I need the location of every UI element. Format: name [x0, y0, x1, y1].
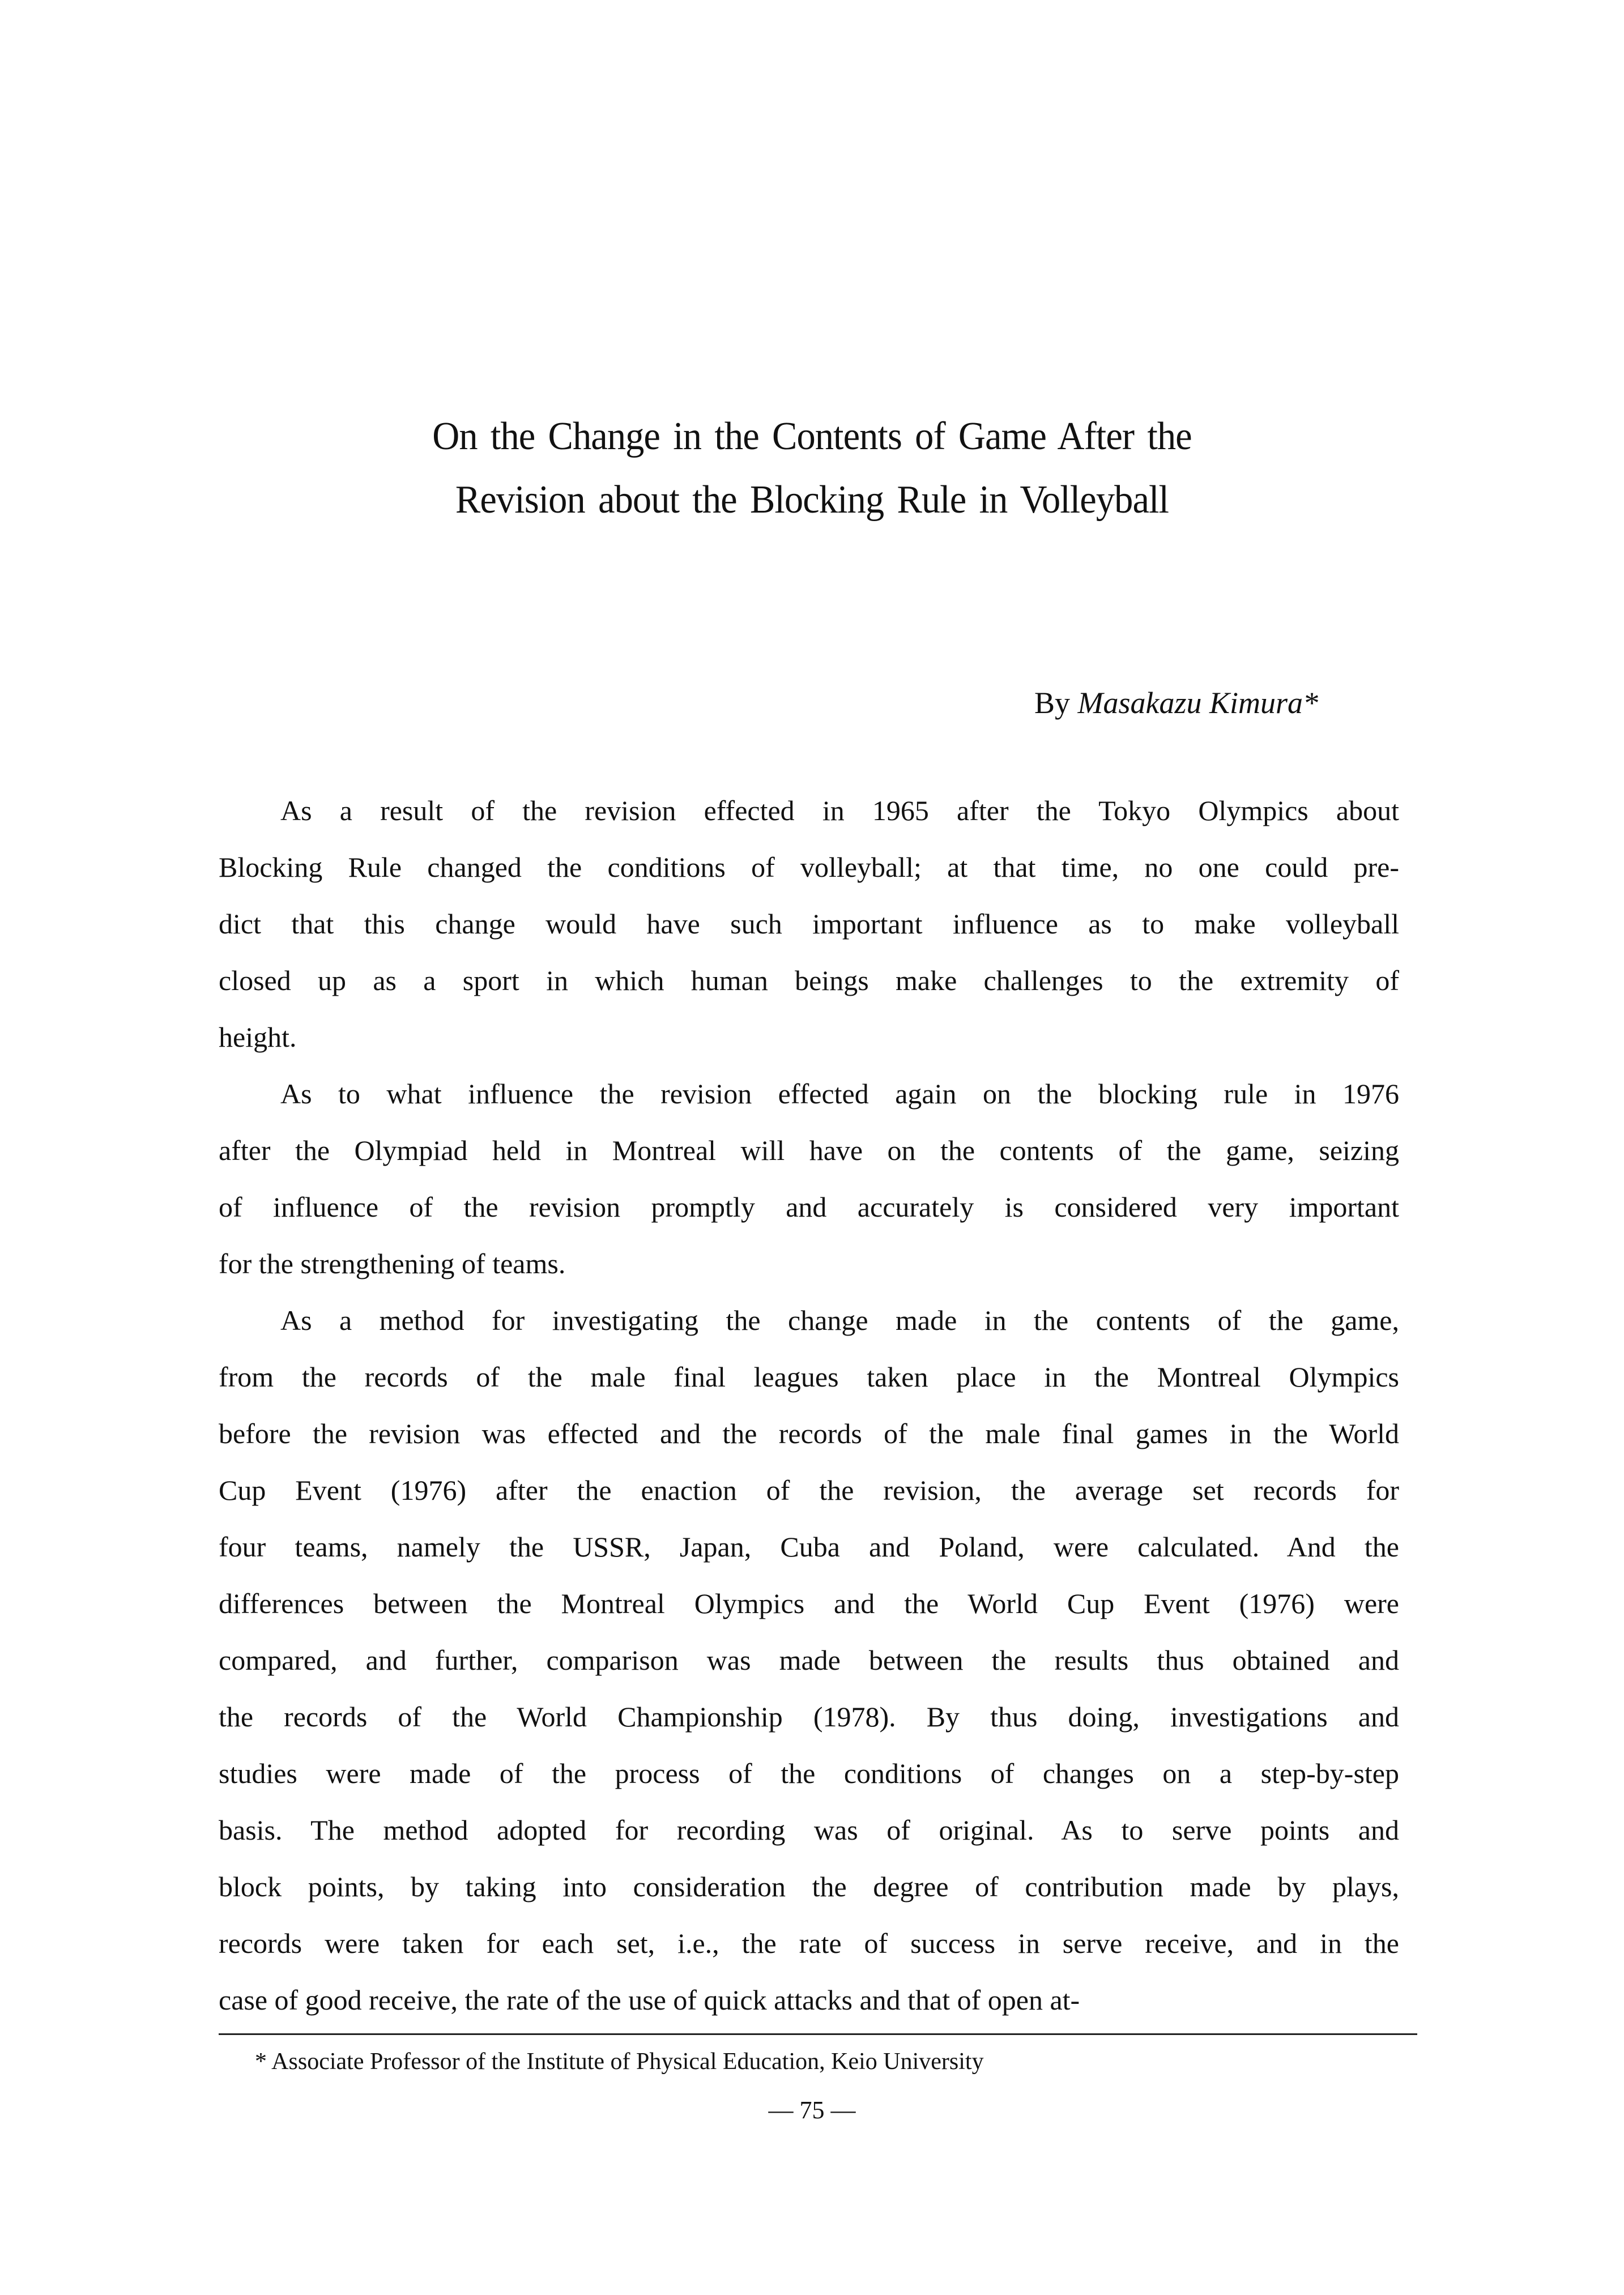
text-line: basis. The method adopted for recording was of original. As to serve points and — [219, 1814, 1399, 1846]
text-line: before the revision was effected and the records of the male final games in the World — [219, 1418, 1399, 1449]
text-line: differences between the Montreal Olympics and the World Cup Event (1976) were — [219, 1588, 1399, 1619]
page-number: — 75 — — [768, 2096, 856, 2124]
text-line: case of good receive, the rate of the use of quick attacks and that of open at- — [219, 1984, 1080, 2016]
text-line: compared, and further, comparison was made between the results thus obtained and — [219, 1644, 1399, 1676]
footnote-rule — [219, 2033, 1417, 2035]
text-line: closed up as a sport in which human beings make challenges to the extremity of — [219, 965, 1399, 996]
text-line: after the Olympiad held in Montreal will have on the contents of the game, seizing — [219, 1134, 1399, 1166]
text-line: height. — [219, 1021, 297, 1053]
text-line: studies were made of the process of the conditions of changes on a step-by-step — [219, 1757, 1399, 1789]
title-line: Revision about the Blocking Rule in Volleyball — [455, 478, 1169, 522]
text-line: records were taken for each set, i.e., the rate of success in serve receive, and in the — [219, 1927, 1399, 1959]
author-name: Masakazu Kimura* — [1077, 686, 1318, 720]
paper-title — [0, 405, 1624, 532]
text-line: from the records of the male final leagues taken place in the Montreal Olympics — [219, 1361, 1399, 1393]
footnote: * Associate Professor of the Institute of Physical Education, Keio University — [255, 2049, 984, 2075]
text-line: for the strengthening of teams. — [219, 1248, 566, 1279]
text-line: Blocking Rule changed the conditions of volleyball; at that time, no one could pre- — [219, 851, 1399, 883]
title-line: On the Change in the Contents of Game After the — [432, 415, 1192, 458]
byline-prefix: By — [1034, 686, 1070, 720]
text-line: of influence of the revision promptly and accurately is considered very important — [219, 1191, 1399, 1223]
text-line: Cup Event (1976) after the enaction of the revision, the average set records for — [219, 1474, 1399, 1506]
text-line: the records of the World Championship (1978). By thus doing, investigations and — [219, 1701, 1399, 1733]
byline — [1034, 685, 1318, 720]
text-line: four teams, namely the USSR, Japan, Cuba and Poland, were calculated. And the — [219, 1531, 1399, 1563]
text-line: dict that this change would have such important influence as to make volleyball — [219, 908, 1399, 940]
text-line: block points, by taking into consideration the degree of contribution made by plays, — [219, 1871, 1399, 1902]
text-line: As to what influence the revision effected again on the blocking rule in 1976 — [280, 1078, 1399, 1110]
body-text — [219, 782, 1399, 2028]
text-line: As a method for investigating the change made in the contents of the game, — [280, 1304, 1399, 1336]
text-line: As a result of the revision effected in 1965 after the Tokyo Olympics about — [280, 795, 1399, 826]
